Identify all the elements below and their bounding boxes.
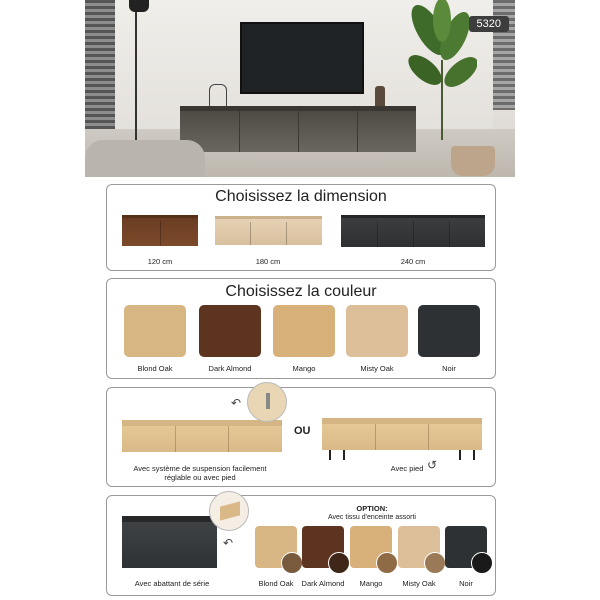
swatch-mango[interactable]	[273, 305, 335, 357]
swatch-label-misty-oak: Misty Oak	[360, 364, 394, 373]
sofa	[85, 140, 205, 177]
option-swatch-mango[interactable]	[350, 526, 392, 568]
option-label-noir: Noir	[459, 579, 473, 588]
suspension-detail-zoom	[247, 382, 287, 422]
option-title: OPTION:	[356, 504, 388, 513]
swatch-label-blond-oak: Blond Oak	[137, 364, 173, 373]
wall-mounted-cabinet	[122, 420, 282, 452]
fabric-icon	[281, 552, 303, 574]
cabinet-leg	[343, 450, 345, 460]
cabinet-with-flap	[122, 516, 217, 568]
option-swatch-blond-oak[interactable]	[255, 526, 297, 568]
curved-arrow-icon: ↶	[223, 536, 234, 550]
model-badge: 5320	[469, 16, 509, 32]
option-subtitle: Avec tissu d'enceinte assorti	[328, 514, 416, 521]
cabinet-leg	[473, 450, 475, 460]
swatch-misty-oak[interactable]	[346, 305, 408, 357]
fabric-icon	[471, 552, 493, 574]
curved-arrow-icon: ↺	[427, 458, 438, 472]
window-blinds	[85, 0, 115, 130]
lamp-shade	[129, 0, 149, 12]
option-label-misty-oak: Misty Oak	[402, 579, 436, 588]
fabric-icon	[376, 552, 398, 574]
cabinet-240[interactable]	[341, 215, 485, 247]
dimension-label-120: 120 cm	[147, 257, 173, 266]
swatch-label-noir: Noir	[442, 364, 456, 373]
swatch-noir[interactable]	[418, 305, 480, 357]
television	[240, 22, 364, 94]
fabric-icon	[424, 552, 446, 574]
option-swatch-noir[interactable]	[445, 526, 487, 568]
dimension-title: Choisissez la dimension	[215, 188, 387, 205]
floor-lamp	[135, 0, 137, 140]
or-separator: OU	[294, 425, 311, 437]
mounting-section	[106, 387, 496, 487]
option-section	[106, 495, 496, 596]
dimension-label-180: 180 cm	[255, 257, 281, 266]
color-title: Choisissez la couleur	[225, 283, 377, 300]
cabinet-120[interactable]	[122, 215, 198, 246]
dimension-section	[106, 184, 496, 271]
footed-cabinet	[322, 418, 482, 450]
cabinet-180[interactable]	[215, 216, 322, 245]
cabinet-leg	[329, 450, 331, 460]
plant-icon	[407, 0, 477, 140]
option-swatch-dark-almond[interactable]	[302, 526, 344, 568]
color-section	[106, 278, 496, 379]
caption-suspension: Avec système de suspension facilement réglable ou avec pied	[133, 464, 267, 482]
lantern-decor	[209, 84, 227, 108]
dimension-label-240: 240 cm	[400, 257, 426, 266]
fabric-icon	[328, 552, 350, 574]
tv-cabinet-photo	[180, 106, 416, 152]
swatch-blond-oak[interactable]	[124, 305, 186, 357]
swatch-label-dark-almond: Dark Almond	[208, 364, 252, 373]
curved-arrow-icon: ↶	[231, 396, 242, 410]
option-label-dark-almond: Dark Almond	[301, 579, 345, 588]
flap-detail-zoom	[209, 491, 249, 531]
plant-pot	[451, 146, 495, 176]
option-swatch-misty-oak[interactable]	[398, 526, 440, 568]
hero-photo	[85, 0, 515, 177]
caption-feet: Avec pied	[390, 464, 424, 473]
caption-flap: Avec abattant de série	[134, 579, 210, 588]
swatch-label-mango: Mango	[292, 364, 316, 373]
option-label-blond-oak: Blond Oak	[258, 579, 294, 588]
swatch-dark-almond[interactable]	[199, 305, 261, 357]
option-label-mango: Mango	[359, 579, 383, 588]
cabinet-leg	[459, 450, 461, 460]
